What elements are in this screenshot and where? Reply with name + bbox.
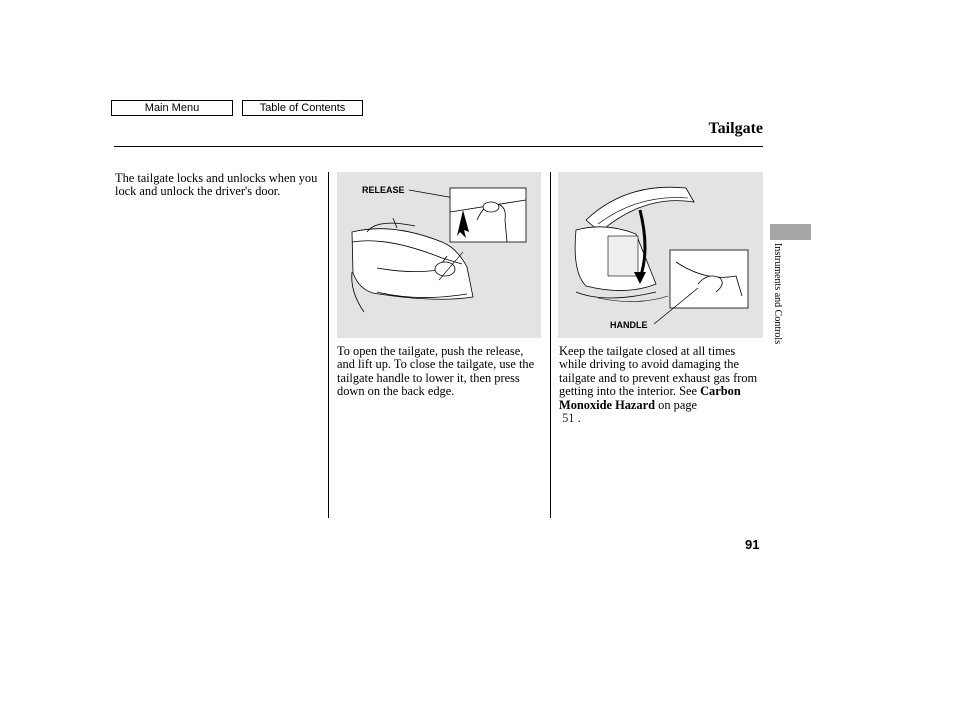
page-number: 91 (745, 537, 760, 552)
keep-closed-text: Keep the tailgate closed at all times while driving to avoid damaging the tailgate and to prevent exhaust gas from getting into the interior. See (559, 344, 758, 399)
carbon-monoxide-reference: Carbon Monoxide Hazard (559, 384, 741, 412)
section-side-label: Instruments and Controls (772, 243, 783, 345)
release-illustration (337, 172, 541, 338)
column-divider-right (550, 172, 551, 518)
open-close-paragraph: To open the tailgate, push the release, and lift up. To close the tailgate, use the tailgate handle to lower it, then press down on the back edge. (337, 344, 535, 399)
car-rear-release-drawing (337, 172, 541, 338)
column-divider-left (328, 172, 329, 518)
section-tab-marker (770, 224, 811, 240)
handle-label: HANDLE (610, 320, 648, 330)
intro-paragraph: The tailgate locks and unlocks when you lock and unlock the driver's door. (115, 171, 318, 199)
keep-closed-paragraph (559, 345, 764, 425)
page-51-link[interactable]: 51 (562, 411, 575, 426)
on-page-text: on page (658, 397, 698, 412)
table-of-contents-button[interactable]: Table of Contents (242, 100, 363, 116)
period-text: . (577, 411, 581, 426)
main-menu-button[interactable]: Main Menu (111, 100, 233, 116)
page-title: Tailgate (708, 120, 763, 137)
handle-illustration (558, 172, 763, 338)
release-label: RELEASE (362, 185, 405, 195)
title-rule (114, 146, 763, 147)
car-tailgate-open-drawing (558, 172, 763, 338)
